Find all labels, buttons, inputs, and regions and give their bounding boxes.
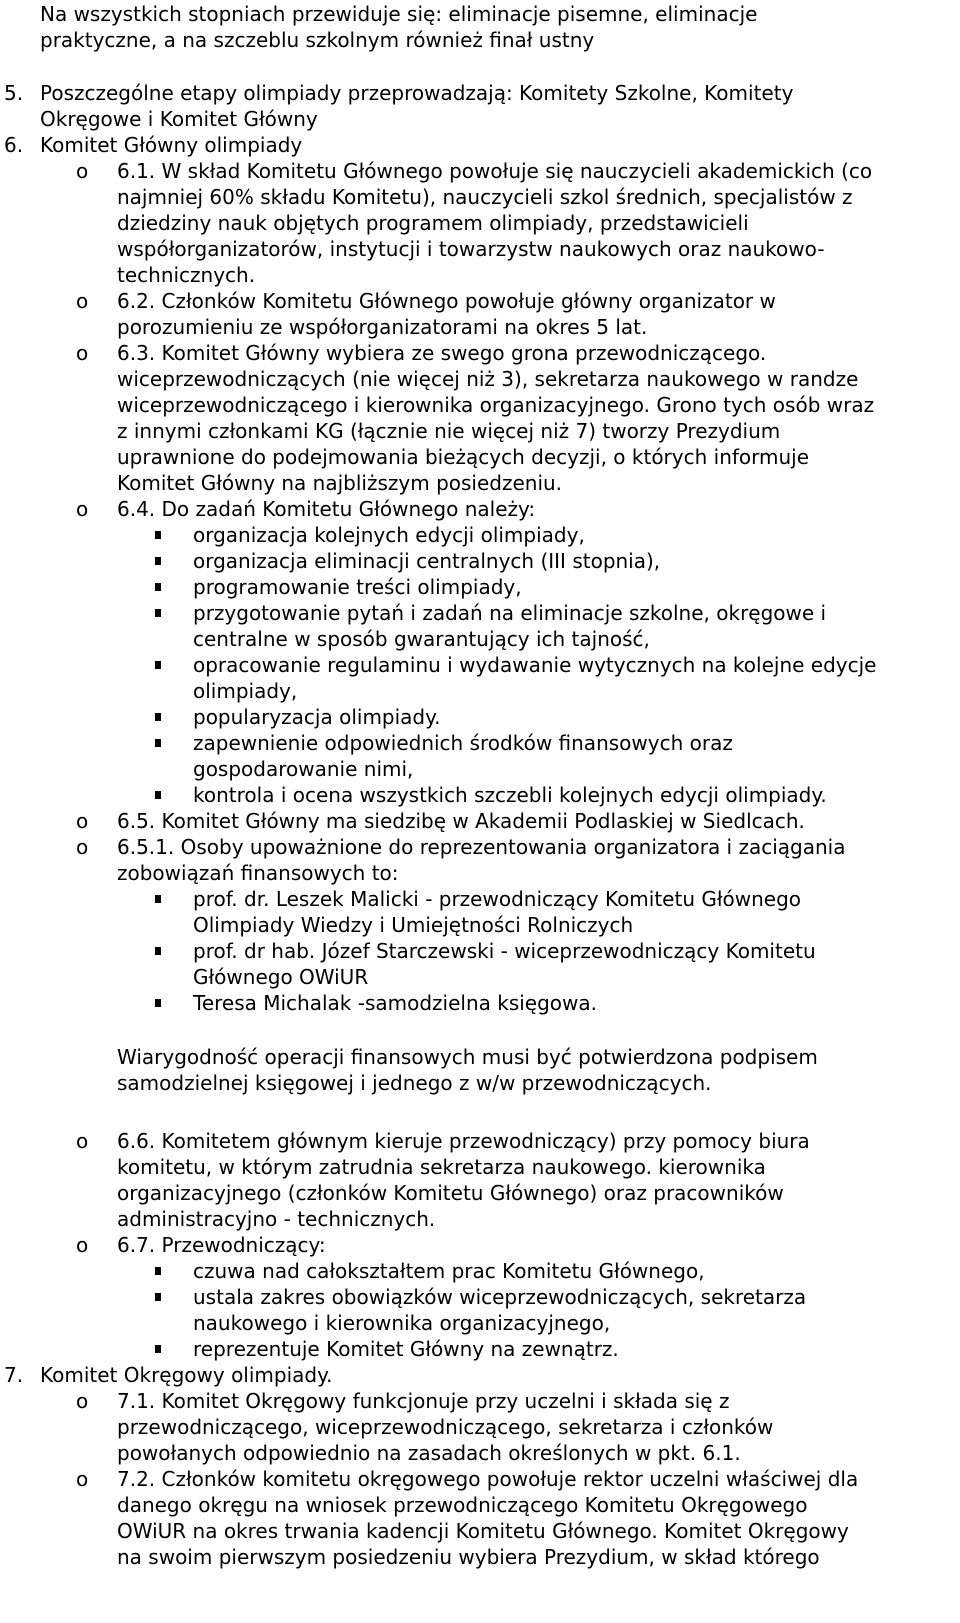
- task-item: organizacja eliminacji centralnych (III stopnia),: [193, 549, 661, 573]
- section-6-6-line: administracyjno - technicznych.: [117, 1207, 436, 1231]
- section-6-6-line: organizacyjnego (członków Komitetu Głównego) oraz pracowników: [117, 1181, 784, 1205]
- item-5-number: 5.: [4, 81, 24, 105]
- section-6-6-line: 6.6. Komitetem głównym kieruje przewodniczący) przy pomocy biura: [117, 1129, 810, 1153]
- square-bullet-icon: [155, 739, 161, 747]
- authorized-person-continued: Olimpiady Wiedzy i Umiejętności Rolniczych: [193, 913, 634, 937]
- authorized-person: prof. dr. Leszek Malicki - przewodniczący Komitetu Głównego: [193, 887, 802, 911]
- task-item-continued: gospodarowanie nimi,: [193, 757, 414, 781]
- financial-note-line: Wiarygodność operacji finansowych musi być potwierdzona podpisem: [117, 1045, 818, 1069]
- intro-line: Na wszystkich stopniach przewiduje się: eliminacje pisemne, eliminacje: [40, 2, 758, 26]
- chair-duty-continued: naukowego i kierownika organizacyjnego,: [193, 1311, 611, 1335]
- square-bullet-icon: [155, 531, 161, 539]
- circle-bullet: o: [76, 1233, 89, 1257]
- square-bullet-icon: [155, 791, 161, 799]
- section-6-1-line: technicznych.: [117, 263, 256, 287]
- square-bullet-icon: [155, 947, 161, 955]
- section-6-1-line: 6.1. W skład Komitetu Głównego powołuje się nauczycieli akademickich (co: [117, 159, 873, 183]
- circle-bullet: o: [76, 1129, 89, 1153]
- chair-duty: czuwa nad całokształtem prac Komitetu Głównego,: [193, 1259, 705, 1283]
- square-bullet-icon: [155, 661, 161, 669]
- item-7-number: 7.: [4, 1363, 24, 1387]
- square-bullet-icon: [155, 557, 161, 565]
- square-bullet-icon: [155, 999, 161, 1007]
- section-6-4-heading: 6.4. Do zadań Komitetu Głównego należy:: [117, 497, 536, 521]
- circle-bullet: o: [76, 835, 89, 859]
- section-6-3-line: wiceprzewodniczącego i kierownika organizacyjnego. Grono tych osób wraz: [117, 393, 875, 417]
- section-6-1-line: dziedziny nauk objętych programem olimpiady, przedstawicieli: [117, 211, 749, 235]
- section-6-3-line: wiceprzewodniczących (nie więcej niż 3), sekretarza naukowego w randze: [117, 367, 859, 391]
- circle-bullet: o: [76, 1389, 89, 1413]
- section-6-3-line: 6.3. Komitet Główny wybiera ze swego grona przewodniczącego.: [117, 341, 767, 365]
- authorized-person-continued: Głównego OWiUR: [193, 965, 369, 989]
- square-bullet-icon: [155, 895, 161, 903]
- item-5-line: Okręgowe i Komitet Główny: [40, 107, 318, 131]
- square-bullet-icon: [155, 1345, 161, 1353]
- section-6-5-1-line: 6.5.1. Osoby upoważnione do reprezentowania organizatora i zaciągania: [117, 835, 846, 859]
- section-6-1-line: najmniej 60% składu Komitetu), nauczycieli szkol średnich, specjalistów z: [117, 185, 853, 209]
- circle-bullet: o: [76, 1467, 89, 1491]
- financial-note-line: samodzielnej księgowej i jednego z w/w przewodniczących.: [117, 1071, 712, 1095]
- task-item: programowanie treści olimpiady,: [193, 575, 522, 599]
- square-bullet-icon: [155, 583, 161, 591]
- circle-bullet: o: [76, 497, 89, 521]
- square-bullet-icon: [155, 1293, 161, 1301]
- section-6-5-line: 6.5. Komitet Główny ma siedzibę w Akademii Podlaskiej w Siedlcach.: [117, 809, 805, 833]
- circle-bullet: o: [76, 289, 89, 313]
- section-6-7-heading: 6.7. Przewodniczący:: [117, 1233, 326, 1257]
- task-item: organizacja kolejnych edycji olimpiady,: [193, 523, 585, 547]
- item-6-title: Komitet Główny olimpiady: [40, 133, 303, 157]
- item-6-number: 6.: [4, 133, 24, 157]
- task-item: opracowanie regulaminu i wydawanie wytycznych na kolejne edycje: [193, 653, 877, 677]
- section-6-6-line: komitetu, w którym zatrudnia sekretarza naukowego. kierownika: [117, 1155, 766, 1179]
- section-6-2-line: 6.2. Członków Komitetu Głównego powołuje główny organizator w: [117, 289, 776, 313]
- circle-bullet: o: [76, 809, 89, 833]
- section-6-5-1-line: zobowiązań finansowych to:: [117, 861, 399, 885]
- square-bullet-icon: [155, 713, 161, 721]
- task-item: kontrola i ocena wszystkich szczebli kolejnych edycji olimpiady.: [193, 783, 827, 807]
- section-6-2-line: porozumieniu ze współorganizatorami na okres 5 lat.: [117, 315, 648, 339]
- section-6-3-line: z innymi członkami KG (łącznie nie więcej niż 7) tworzy Prezydium: [117, 419, 781, 443]
- task-item-continued: olimpiady,: [193, 679, 298, 703]
- task-item: przygotowanie pytań i zadań na eliminacje szkolne, okręgowe i: [193, 601, 827, 625]
- square-bullet-icon: [155, 609, 161, 617]
- section-7-1-line: 7.1. Komitet Okręgowy funkcjonuje przy uczelni i składa się z: [117, 1389, 730, 1413]
- section-7-2-line: danego okręgu na wniosek przewodniczącego Komitetu Okręgowego: [117, 1493, 808, 1517]
- circle-bullet: o: [76, 159, 89, 183]
- item-5-line: Poszczególne etapy olimpiady przeprowadzają: Komitety Szkolne, Komitety: [40, 81, 794, 105]
- section-7-1-line: powołanych odpowiednio na zasadach określonych w pkt. 6.1.: [117, 1441, 741, 1465]
- task-item: popularyzacja olimpiady.: [193, 705, 441, 729]
- section-6-1-line: współorganizatorów, instytucji i towarzystw naukowych oraz naukowo-: [117, 237, 825, 261]
- circle-bullet: o: [76, 341, 89, 365]
- section-6-3-line: uprawnione do podejmowania bieżących decyzji, o których informuje: [117, 445, 810, 469]
- task-item: zapewnienie odpowiednich środków finansowych oraz: [193, 731, 733, 755]
- section-6-3-line: Komitet Główny na najbliższym posiedzeniu.: [117, 471, 563, 495]
- authorized-person: Teresa Michalak -samodzielna księgowa.: [193, 991, 598, 1015]
- section-7-2-line: 7.2. Członków komitetu okręgowego powołuje rektor uczelni właściwej dla: [117, 1467, 859, 1491]
- chair-duty: reprezentuje Komitet Główny na zewnątrz.: [193, 1337, 619, 1361]
- authorized-person: prof. dr hab. Józef Starczewski - wiceprzewodniczący Komitetu: [193, 939, 816, 963]
- section-7-2-line: na swoim pierwszym posiedzeniu wybiera Prezydium, w skład którego: [117, 1545, 820, 1569]
- section-7-2-line: OWiUR na okres trwania kadencji Komitetu Głównego. Komitet Okręgowy: [117, 1519, 849, 1543]
- square-bullet-icon: [155, 1267, 161, 1275]
- section-7-1-line: przewodniczącego, wiceprzewodniczącego, sekretarza i członków: [117, 1415, 774, 1439]
- item-7-title: Komitet Okręgowy olimpiady.: [40, 1363, 333, 1387]
- chair-duty: ustala zakres obowiązków wiceprzewodniczących, sekretarza: [193, 1285, 807, 1309]
- intro-line: praktyczne, a na szczeblu szkolnym również finał ustny: [40, 28, 595, 52]
- task-item-continued: centralne w sposób gwarantujący ich tajność,: [193, 627, 650, 651]
